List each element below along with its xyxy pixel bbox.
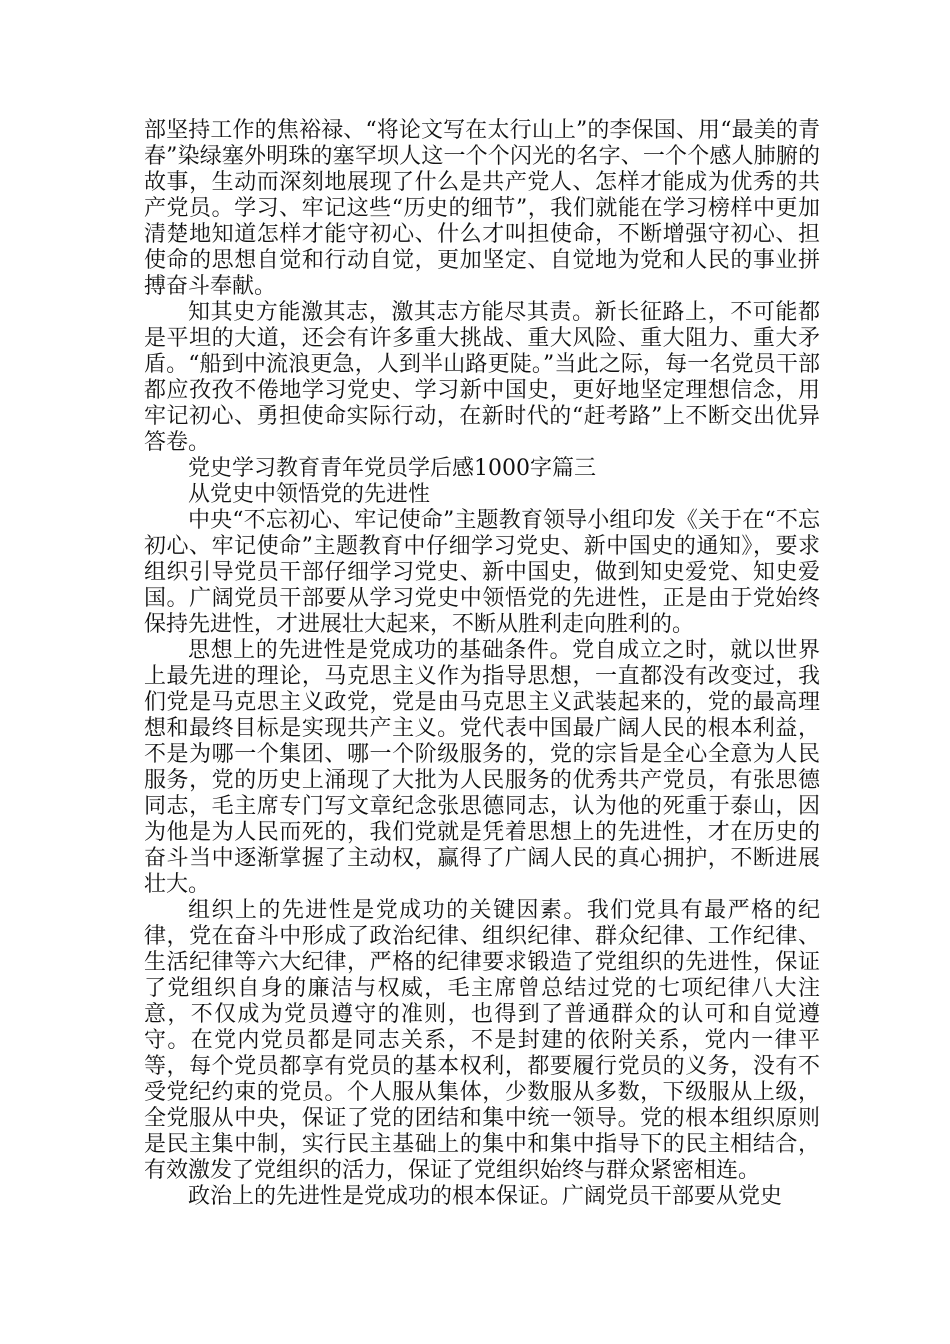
- paragraph-ideological-advancement: 思想上的先进性是党成功的基础条件。党自成立之时，就以世界上最先进的理论，马克思主义作为指导思想，一直都没有改变过，我们党是马克思主义政党，党是由马克思主义武装起来的，党的最高理想和最终目标是实现共产主义。党代表中国最广阔人民的根本利益，不是为哪一个集团、哪一个阶级服务的，党的宗旨是全心全意为人民服务，党的历史上涌现了大批为人民服务的优秀共产党员，有张思德同志，毛主席专门写文章纪念张思德同志，认为他的死重于泰山，因为他是为人民而死的，我们党就是凭着思想上的先进性，才在历史的奋斗当中逐渐掌握了主动权，赢得了广阔人民的真心拥护，不断进展壮大。: [144, 638, 820, 897]
- paragraph-history-motivation: 知其史方能激其志，激其志方能尽其责。新长征路上，不可能都是平坦的大道，还会有许多重大挑战、重大风险、重大阻力、重大矛盾。“船到中流浪更急，人到半山路更陡。”当此之际，每一名党员干部都应孜孜不倦地学习党史、学习新中国史，更好地坚定理想信念，用牢记初心、勇担使命实际行动，在新时代的“赶考路”上不断交出优异答卷。: [144, 300, 820, 455]
- paragraph-continuation: 部坚持工作的焦裕禄、“将论文写在太行山上”的李保国、用“最美的青春”染绿塞外明珠的塞罕坝人这一个个闪光的名字、一个个感人肺腑的故事，生动而深刻地展现了什么是共产党人、怎样才能成为优秀的共产党员。学习、牢记这些“历史的细节”，我们就能在学习榜样中更加清楚地知道怎样才能守初心、什么才叫担使命，不断增强守初心、担使命的思想自觉和行动自觉，更加坚定、自觉地为党和人民的事业拼搏奋斗奉献。: [144, 118, 820, 299]
- paragraph-political-advancement: 政治上的先进性是党成功的根本保证。广阔党员干部要从党史: [188, 1184, 783, 1209]
- section-subtitle: 从党史中领悟党的先进性: [188, 482, 431, 507]
- document-page: [144, 118, 820, 1210]
- section-heading: 党史学习教育青年党员学后感1000字篇三: [188, 456, 596, 481]
- paragraph-organizational-advancement: 组织上的先进性是党成功的关键因素。我们党具有最严格的纪律，党在奋斗中形成了政治纪律、组织纪律、群众纪律、工作纪律、生活纪律等六大纪律，严格的纪律要求锻造了党组织的先进性，保证了党组织自身的廉洁与权威，毛主席曾总结过党的七项纪律八大注意，不仅成为党员遵守的准则，也得到了普通群众的认可和自觉遵守。在党内党员都是同志关系，不是封建的依附关系，党内一律平等，每个党员都享有党员的基本权利，都要履行党员的义务，没有不受党纪约束的党员。个人服从集体，少数服从多数，下级服从上级，全党服从中央，保证了党的团结和集中统一领导。党的根本组织原则是民主集中制，实行民主基础上的集中和集中指导下的民主相结合，有效激发了党组织的活力，保证了党组织始终与群众紧密相连。: [144, 898, 820, 1183]
- paragraph-intro-notice: 中央“不忘初心、牢记使命”主题教育领导小组印发《关于在“不忘初心、牢记使命”主题教育中仔细学习党史、新中国史的通知》，要求组织引导党员干部仔细学习党史、新中国史，做到知史爱党、知史爱国。广阔党员干部要从学习党史中领悟党的先进性，正是由于党始终保持先进性，才进展壮大起来，不断从胜利走向胜利的。: [144, 508, 820, 637]
